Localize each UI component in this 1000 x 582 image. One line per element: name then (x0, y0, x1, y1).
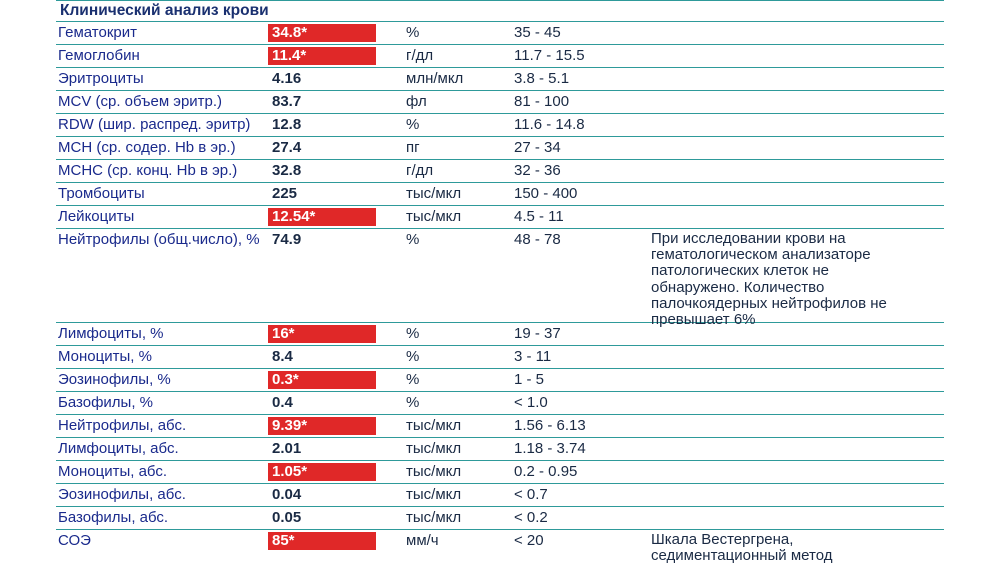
top-divider (56, 0, 944, 1)
test-reference-range: 1 - 5 (514, 371, 545, 388)
test-reference-range: < 20 (514, 532, 544, 549)
table-row (56, 45, 944, 68)
test-reference-range: 4.5 - 11 (514, 208, 564, 225)
test-reference-range: < 1.0 (514, 394, 548, 411)
table-row (56, 160, 944, 183)
test-value: 8.4 (272, 348, 293, 365)
test-reference-range: 11.7 - 15.5 (514, 47, 585, 64)
test-reference-range: 19 - 37 (514, 325, 561, 342)
table-row (56, 438, 944, 461)
test-unit: % (406, 348, 420, 365)
test-name: RDW (шир. распред. эритр) (58, 116, 251, 133)
test-name: Лимфоциты, % (58, 325, 164, 342)
test-unit: % (406, 116, 420, 133)
test-reference-range: 27 - 34 (514, 139, 561, 156)
test-value: 1.05* (268, 463, 376, 481)
table-row (56, 392, 944, 415)
test-reference-range: 0.2 - 0.95 (514, 463, 578, 480)
test-name: СОЭ (58, 532, 91, 549)
table-row (56, 369, 944, 392)
test-unit: мм/ч (406, 532, 439, 549)
test-reference-range: 48 - 78 (514, 231, 561, 248)
test-reference-range: 3.8 - 5.1 (514, 70, 570, 87)
table-row (56, 323, 944, 346)
test-value: 11.4* (268, 47, 376, 65)
section-title: Клинический анализ крови (60, 2, 269, 19)
test-name: Эритроциты (58, 70, 144, 87)
table-row (56, 530, 944, 570)
test-name: MCHC (ср. конц. Hb в эр.) (58, 162, 238, 179)
test-unit: пг (406, 139, 420, 156)
test-unit: % (406, 231, 420, 248)
test-value: 9.39* (268, 417, 376, 435)
test-unit: тыс/мкл (406, 440, 462, 457)
test-value: 2.01 (272, 440, 302, 457)
table-row (56, 114, 944, 137)
test-unit: тыс/мкл (406, 185, 462, 202)
table-row (56, 68, 944, 91)
table-row (56, 507, 944, 530)
test-name: Лимфоциты, абс. (58, 440, 179, 457)
test-value: 225 (272, 185, 298, 202)
test-name: Базофилы, % (58, 394, 153, 411)
table-row (56, 137, 944, 160)
test-unit: тыс/мкл (406, 463, 462, 480)
test-name: MCH (ср. содер. Hb в эр.) (58, 139, 236, 156)
table-row (56, 229, 944, 329)
test-value: 83.7 (272, 93, 302, 110)
test-note: При исследовании крови на гематологическом анализаторе патологических клеток не обнаружено. Количество палочкоядерных нейтрофилов не превышает 6% (651, 230, 887, 329)
test-unit: тыс/мкл (406, 486, 462, 503)
test-value: 0.3* (268, 371, 376, 389)
test-note: Шкала Вестергрена, седиментационный метод (651, 531, 833, 565)
test-reference-range: 11.6 - 14.8 (514, 116, 585, 133)
test-name: MCV (ср. объем эритр.) (58, 93, 223, 110)
test-unit: % (406, 394, 420, 411)
table-row (56, 461, 944, 484)
test-reference-range: < 0.7 (514, 486, 548, 503)
test-unit: тыс/мкл (406, 509, 462, 526)
test-name: Гемоглобин (58, 47, 140, 64)
test-reference-range: 81 - 100 (514, 93, 570, 110)
test-unit: фл (406, 93, 427, 110)
test-reference-range: 150 - 400 (514, 185, 578, 202)
table-row (56, 484, 944, 507)
test-value: 32.8 (272, 162, 302, 179)
test-value: 0.05 (272, 509, 302, 526)
test-reference-range: < 0.2 (514, 509, 548, 526)
test-value: 4.16 (272, 70, 302, 87)
test-unit: тыс/мкл (406, 417, 462, 434)
test-name: Тромбоциты (58, 185, 145, 202)
test-reference-range: 3 - 11 (514, 348, 552, 365)
test-value: 27.4 (272, 139, 302, 156)
test-name: Нейтрофилы, абс. (58, 417, 187, 434)
test-unit: % (406, 371, 420, 388)
test-name: Гематокрит (58, 24, 137, 41)
table-row (56, 183, 944, 206)
test-name: Базофилы, абс. (58, 509, 169, 526)
test-value: 34.8* (268, 24, 376, 42)
test-name: Эозинофилы, % (58, 371, 171, 388)
test-unit: г/дл (406, 162, 434, 179)
test-reference-range: 32 - 36 (514, 162, 561, 179)
table-row (56, 22, 944, 45)
test-name: Лейкоциты (58, 208, 135, 225)
test-value: 85* (268, 532, 376, 550)
test-value: 0.04 (272, 486, 302, 503)
table-row (56, 415, 944, 438)
test-unit: % (406, 325, 420, 342)
test-unit: % (406, 24, 420, 41)
test-unit: тыс/мкл (406, 208, 462, 225)
table-row (56, 91, 944, 114)
test-name: Нейтрофилы (общ.число), % (58, 231, 260, 248)
table-row (56, 206, 944, 229)
test-unit: млн/мкл (406, 70, 464, 87)
test-name: Эозинофилы, абс. (58, 486, 186, 503)
test-value: 16* (268, 325, 376, 343)
test-reference-range: 1.18 - 3.74 (514, 440, 586, 457)
test-value: 12.8 (272, 116, 302, 133)
test-reference-range: 35 - 45 (514, 24, 561, 41)
test-name: Моноциты, абс. (58, 463, 168, 480)
test-unit: г/дл (406, 47, 434, 64)
test-value: 12.54* (268, 208, 376, 226)
test-value: 74.9 (272, 231, 302, 248)
test-name: Моноциты, % (58, 348, 152, 365)
test-reference-range: 1.56 - 6.13 (514, 417, 586, 434)
table-row (56, 346, 944, 369)
test-value: 0.4 (272, 394, 293, 411)
